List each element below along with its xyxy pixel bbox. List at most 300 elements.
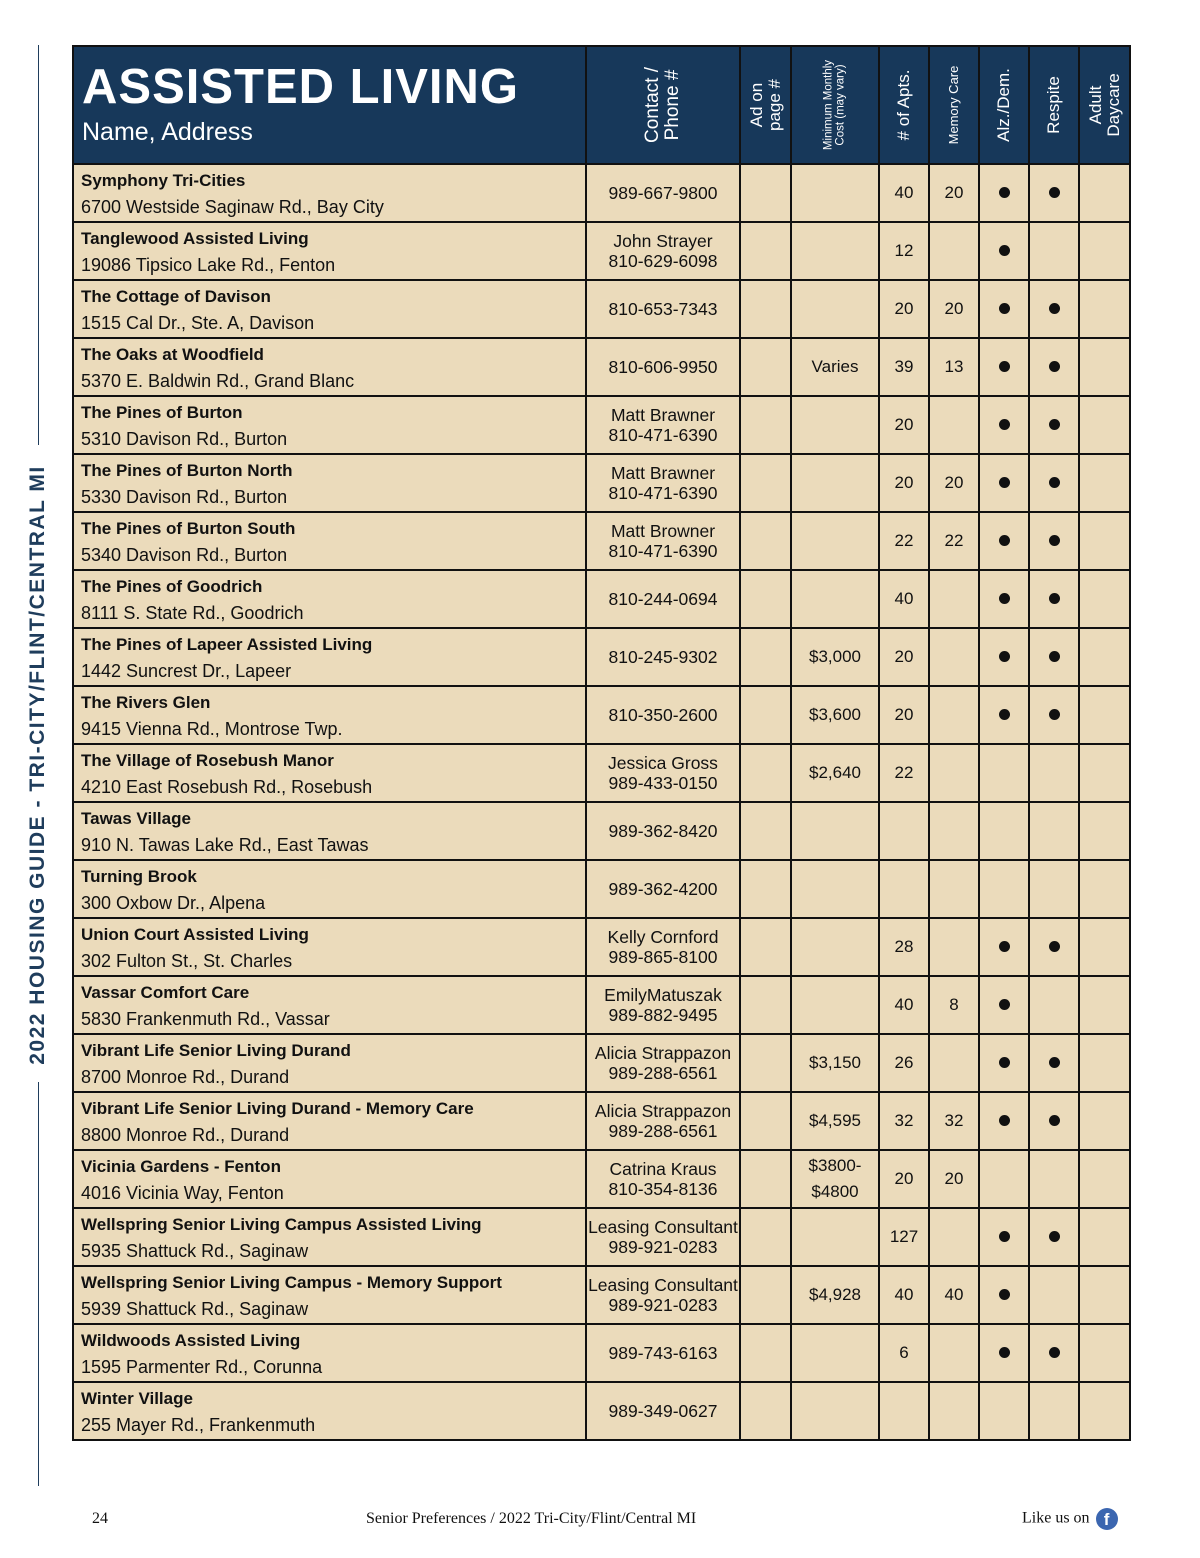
adult-daycare-cell bbox=[1079, 338, 1130, 396]
alz-dem-dot bbox=[999, 303, 1010, 314]
alz-dem-dot bbox=[999, 709, 1010, 720]
alz-dem-dot bbox=[999, 361, 1010, 372]
adult-daycare-cell bbox=[1079, 1034, 1130, 1092]
ad-page-cell bbox=[740, 1034, 791, 1092]
respite-cell bbox=[1029, 1034, 1079, 1092]
table-row bbox=[73, 1382, 1130, 1440]
adult-daycare-cell bbox=[1079, 396, 1130, 454]
respite-dot bbox=[1049, 361, 1060, 372]
contact-cell bbox=[586, 744, 740, 802]
side-rule-top bbox=[38, 45, 39, 445]
cost-cell: $4,928 bbox=[791, 1266, 879, 1324]
memory-care-cell: 20 bbox=[929, 280, 979, 338]
side-label: 2022 HOUSING GUIDE - TRI-CITY/FLINT/CENTRAL MI bbox=[26, 465, 49, 1065]
table-row bbox=[73, 802, 1130, 860]
facility-address: 19086 Tipsico Lake Rd., Fenton bbox=[81, 255, 336, 275]
facility-address: 1515 Cal Dr., Ste. A, Davison bbox=[81, 313, 315, 333]
alz-dem-cell bbox=[979, 570, 1029, 628]
memory-care-cell bbox=[929, 860, 979, 918]
facility-name: Symphony Tri-Cities bbox=[81, 171, 246, 190]
adult-daycare-cell bbox=[1079, 918, 1130, 976]
table-row bbox=[73, 1266, 1130, 1324]
respite-dot bbox=[1049, 477, 1060, 488]
contact-name: Kelly Cornford bbox=[607, 927, 719, 947]
respite-dot bbox=[1049, 419, 1060, 430]
cost-cell bbox=[791, 1208, 879, 1266]
respite-cell bbox=[1029, 860, 1079, 918]
col-contact: Contact / Phone # bbox=[586, 46, 740, 164]
adult-daycare-cell bbox=[1079, 744, 1130, 802]
col-alz-dem: Alz./Dem. bbox=[979, 46, 1029, 164]
assisted-living-table bbox=[72, 45, 1131, 1441]
alz-dem-cell bbox=[979, 512, 1029, 570]
contact-phone: 810-354-8136 bbox=[608, 1179, 718, 1199]
table-row bbox=[73, 222, 1130, 280]
ad-page-cell bbox=[740, 802, 791, 860]
cost-cell bbox=[791, 164, 879, 222]
contact-phone: 810-471-6390 bbox=[608, 425, 718, 445]
contact-name: Alicia Strappazon bbox=[594, 1043, 732, 1063]
adult-daycare-cell bbox=[1079, 164, 1130, 222]
col-min-cost: Minimum Monthly Cost (may vary) bbox=[791, 46, 879, 164]
facility-cell bbox=[73, 628, 586, 686]
facility-cell bbox=[73, 802, 586, 860]
adult-daycare-cell bbox=[1079, 1382, 1130, 1440]
facility-address: 5935 Shattuck Rd., Saginaw bbox=[81, 1241, 309, 1261]
cost-cell bbox=[791, 860, 879, 918]
footer-social-text: Like us on bbox=[1022, 1509, 1090, 1527]
memory-care-cell bbox=[929, 1208, 979, 1266]
contact-phone: 989-882-9495 bbox=[608, 1005, 718, 1025]
alz-dem-dot bbox=[999, 593, 1010, 604]
facility-name: Wellspring Senior Living Campus - Memory Support bbox=[81, 1273, 502, 1292]
contact-cell bbox=[586, 280, 740, 338]
alz-dem-cell bbox=[979, 628, 1029, 686]
facility-cell bbox=[73, 454, 586, 512]
contact-name: Jessica Gross bbox=[608, 753, 718, 773]
contact-name: Alicia Strappazon bbox=[594, 1101, 732, 1121]
alz-dem-cell bbox=[979, 1324, 1029, 1382]
contact-phone: 810-653-7343 bbox=[608, 299, 718, 319]
contact-name: Matt Brawner bbox=[610, 463, 716, 483]
facility-name: Turning Brook bbox=[81, 867, 197, 886]
facility-cell bbox=[73, 686, 586, 744]
alz-dem-dot bbox=[999, 477, 1010, 488]
facility-name: The Rivers Glen bbox=[81, 693, 211, 712]
alz-dem-cell bbox=[979, 860, 1029, 918]
facility-address: 255 Mayer Rd., Frankenmuth bbox=[81, 1415, 316, 1435]
table-row bbox=[73, 918, 1130, 976]
adult-daycare-cell bbox=[1079, 1150, 1130, 1208]
contact-cell bbox=[586, 570, 740, 628]
table-row bbox=[73, 860, 1130, 918]
cost-cell: $3,600 bbox=[791, 686, 879, 744]
memory-care-cell bbox=[929, 628, 979, 686]
col-apts: # of Apts. bbox=[879, 46, 929, 164]
contact-cell bbox=[586, 164, 740, 222]
table-row bbox=[73, 396, 1130, 454]
memory-care-cell: 20 bbox=[929, 1150, 979, 1208]
table-row bbox=[73, 628, 1130, 686]
ad-page-cell bbox=[740, 222, 791, 280]
facility-name: The Pines of Burton North bbox=[81, 461, 293, 480]
apts-cell: 39 bbox=[879, 338, 929, 396]
cost-cell bbox=[791, 454, 879, 512]
apts-cell: 20 bbox=[879, 1150, 929, 1208]
contact-cell bbox=[586, 1382, 740, 1440]
adult-daycare-cell bbox=[1079, 686, 1130, 744]
facility-cell bbox=[73, 1208, 586, 1266]
cost-cell: Varies bbox=[791, 338, 879, 396]
memory-care-cell bbox=[929, 918, 979, 976]
apts-cell: 12 bbox=[879, 222, 929, 280]
memory-care-cell bbox=[929, 396, 979, 454]
facility-name: The Pines of Lapeer Assisted Living bbox=[81, 635, 373, 654]
apts-cell: 20 bbox=[879, 628, 929, 686]
contact-phone: 989-667-9800 bbox=[608, 183, 718, 203]
contact-cell bbox=[586, 802, 740, 860]
table-row bbox=[73, 1150, 1130, 1208]
facility-name: Vassar Comfort Care bbox=[81, 983, 250, 1002]
adult-daycare-cell bbox=[1079, 222, 1130, 280]
respite-dot bbox=[1049, 941, 1060, 952]
memory-care-cell bbox=[929, 570, 979, 628]
footer-social[interactable] bbox=[1022, 1508, 1118, 1530]
facility-name: Tanglewood Assisted Living bbox=[81, 229, 309, 248]
ad-page-cell bbox=[740, 744, 791, 802]
adult-daycare-cell bbox=[1079, 454, 1130, 512]
facility-address: 302 Fulton St., St. Charles bbox=[81, 951, 293, 971]
header-row bbox=[73, 46, 1130, 164]
ad-page-cell bbox=[740, 570, 791, 628]
memory-care-cell: 32 bbox=[929, 1092, 979, 1150]
contact-phone: 989-362-8420 bbox=[608, 821, 718, 841]
cost-cell bbox=[791, 918, 879, 976]
alz-dem-cell bbox=[979, 280, 1029, 338]
ad-page-cell bbox=[740, 164, 791, 222]
adult-daycare-cell bbox=[1079, 1208, 1130, 1266]
table-row bbox=[73, 512, 1130, 570]
facility-address: 1442 Suncrest Dr., Lapeer bbox=[81, 661, 292, 681]
facility-address: 300 Oxbow Dr., Alpena bbox=[81, 893, 266, 913]
apts-cell: 22 bbox=[879, 744, 929, 802]
ad-page-cell bbox=[740, 686, 791, 744]
alz-dem-dot bbox=[999, 1231, 1010, 1242]
contact-phone: 989-288-6561 bbox=[608, 1063, 718, 1083]
table-row bbox=[73, 976, 1130, 1034]
apts-cell bbox=[879, 802, 929, 860]
facility-address: 9415 Vienna Rd., Montrose Twp. bbox=[81, 719, 343, 739]
contact-phone: 810-606-9950 bbox=[608, 357, 718, 377]
apts-cell: 20 bbox=[879, 280, 929, 338]
memory-care-cell bbox=[929, 802, 979, 860]
facility-cell bbox=[73, 1034, 586, 1092]
col-adult-daycare: Adult Daycare bbox=[1079, 46, 1130, 164]
cost-cell: $3,150 bbox=[791, 1034, 879, 1092]
alz-dem-cell bbox=[979, 1382, 1029, 1440]
facility-address: 1595 Parmenter Rd., Corunna bbox=[81, 1357, 323, 1377]
memory-care-cell: 40 bbox=[929, 1266, 979, 1324]
contact-cell bbox=[586, 976, 740, 1034]
ad-page-cell bbox=[740, 1324, 791, 1382]
alz-dem-dot bbox=[999, 1115, 1010, 1126]
contact-cell bbox=[586, 1092, 740, 1150]
col-ad-page: Ad on page # bbox=[740, 46, 791, 164]
facility-cell bbox=[73, 396, 586, 454]
respite-cell bbox=[1029, 1324, 1079, 1382]
ad-page-cell bbox=[740, 628, 791, 686]
contact-phone: 810-471-6390 bbox=[608, 483, 718, 503]
alz-dem-cell bbox=[979, 1150, 1029, 1208]
apts-cell: 40 bbox=[879, 164, 929, 222]
alz-dem-cell bbox=[979, 164, 1029, 222]
memory-care-cell bbox=[929, 222, 979, 280]
alz-dem-cell bbox=[979, 744, 1029, 802]
table-row bbox=[73, 280, 1130, 338]
respite-dot bbox=[1049, 1347, 1060, 1358]
alz-dem-cell bbox=[979, 1266, 1029, 1324]
contact-phone: 810-350-2600 bbox=[608, 705, 718, 725]
table-row bbox=[73, 338, 1130, 396]
facility-address: 5340 Davison Rd., Burton bbox=[81, 545, 288, 565]
facility-address: 5830 Frankenmuth Rd., Vassar bbox=[81, 1009, 330, 1029]
apts-cell: 26 bbox=[879, 1034, 929, 1092]
ad-page-cell bbox=[740, 1266, 791, 1324]
apts-cell: 40 bbox=[879, 1266, 929, 1324]
adult-daycare-cell bbox=[1079, 1266, 1130, 1324]
contact-phone: 989-921-0283 bbox=[608, 1237, 718, 1257]
alz-dem-cell bbox=[979, 802, 1029, 860]
contact-cell bbox=[586, 1208, 740, 1266]
contact-cell bbox=[586, 1324, 740, 1382]
respite-dot bbox=[1049, 535, 1060, 546]
ad-page-cell bbox=[740, 1382, 791, 1440]
contact-phone: 989-865-8100 bbox=[608, 947, 718, 967]
facebook-icon[interactable]: f bbox=[1096, 1508, 1118, 1530]
ad-page-cell bbox=[740, 396, 791, 454]
contact-cell bbox=[586, 860, 740, 918]
contact-phone: 989-433-0150 bbox=[608, 773, 718, 793]
contact-cell bbox=[586, 628, 740, 686]
table-row bbox=[73, 686, 1130, 744]
cost-cell: $4,595 bbox=[791, 1092, 879, 1150]
alz-dem-cell bbox=[979, 222, 1029, 280]
contact-cell bbox=[586, 512, 740, 570]
adult-daycare-cell bbox=[1079, 1324, 1130, 1382]
facility-cell bbox=[73, 570, 586, 628]
alz-dem-dot bbox=[999, 651, 1010, 662]
respite-cell bbox=[1029, 1266, 1079, 1324]
facility-cell bbox=[73, 512, 586, 570]
facility-name: The Pines of Burton South bbox=[81, 519, 296, 538]
facility-cell bbox=[73, 280, 586, 338]
side-rule-bottom bbox=[38, 1082, 39, 1486]
contact-cell bbox=[586, 222, 740, 280]
title-cell bbox=[73, 46, 586, 164]
contact-name: Leasing Consultant bbox=[588, 1275, 738, 1295]
contact-cell bbox=[586, 396, 740, 454]
adult-daycare-cell bbox=[1079, 802, 1130, 860]
facility-cell bbox=[73, 860, 586, 918]
respite-dot bbox=[1049, 1115, 1060, 1126]
alz-dem-dot bbox=[999, 535, 1010, 546]
cost-cell: $3,000 bbox=[791, 628, 879, 686]
respite-dot bbox=[1049, 303, 1060, 314]
memory-care-cell bbox=[929, 686, 979, 744]
contact-phone: 989-349-0627 bbox=[608, 1401, 718, 1421]
alz-dem-cell bbox=[979, 918, 1029, 976]
alz-dem-dot bbox=[999, 999, 1010, 1010]
respite-cell bbox=[1029, 1382, 1079, 1440]
respite-dot bbox=[1049, 1057, 1060, 1068]
facility-name: The Cottage of Davison bbox=[81, 287, 271, 306]
page-subtitle: Name, Address bbox=[82, 118, 253, 146]
alz-dem-cell bbox=[979, 976, 1029, 1034]
adult-daycare-cell bbox=[1079, 570, 1130, 628]
cost-cell bbox=[791, 802, 879, 860]
respite-cell bbox=[1029, 802, 1079, 860]
contact-phone: 810-245-9302 bbox=[608, 647, 718, 667]
apts-cell: 6 bbox=[879, 1324, 929, 1382]
respite-cell bbox=[1029, 454, 1079, 512]
apts-cell bbox=[879, 860, 929, 918]
memory-care-cell: 20 bbox=[929, 454, 979, 512]
cost-cell bbox=[791, 570, 879, 628]
ad-page-cell bbox=[740, 512, 791, 570]
facility-address: 8800 Monroe Rd., Durand bbox=[81, 1125, 290, 1145]
contact-phone: 989-743-6163 bbox=[608, 1343, 718, 1363]
respite-cell bbox=[1029, 1150, 1079, 1208]
ad-page-cell bbox=[740, 1150, 791, 1208]
facility-name: Vibrant Life Senior Living Durand bbox=[81, 1041, 351, 1060]
alz-dem-cell bbox=[979, 1034, 1029, 1092]
respite-cell bbox=[1029, 686, 1079, 744]
table-row bbox=[73, 1034, 1130, 1092]
memory-care-cell bbox=[929, 744, 979, 802]
ad-page-cell bbox=[740, 918, 791, 976]
respite-dot bbox=[1049, 593, 1060, 604]
alz-dem-cell bbox=[979, 454, 1029, 512]
facility-name: Wellspring Senior Living Campus Assisted Living bbox=[81, 1215, 482, 1234]
cost-cell bbox=[791, 976, 879, 1034]
contact-name: EmilyMatuszak bbox=[604, 985, 722, 1005]
table-row bbox=[73, 164, 1130, 222]
respite-cell bbox=[1029, 164, 1079, 222]
alz-dem-cell bbox=[979, 338, 1029, 396]
apts-cell: 22 bbox=[879, 512, 929, 570]
contact-phone: 810-244-0694 bbox=[608, 589, 718, 609]
contact-name: Matt Brawner bbox=[610, 405, 716, 425]
facility-name: The Oaks at Woodfield bbox=[81, 345, 264, 364]
cost-cell: $2,640 bbox=[791, 744, 879, 802]
contact-cell bbox=[586, 918, 740, 976]
respite-cell bbox=[1029, 1092, 1079, 1150]
respite-dot bbox=[1049, 709, 1060, 720]
facility-name: Vibrant Life Senior Living Durand - Memory Care bbox=[81, 1099, 474, 1118]
alz-dem-dot bbox=[999, 245, 1010, 256]
cost-cell bbox=[791, 280, 879, 338]
adult-daycare-cell bbox=[1079, 976, 1130, 1034]
facility-name: The Village of Rosebush Manor bbox=[81, 751, 334, 770]
adult-daycare-cell bbox=[1079, 628, 1130, 686]
facility-cell bbox=[73, 222, 586, 280]
footer-page-number: 24 bbox=[92, 1510, 108, 1527]
apts-cell: 32 bbox=[879, 1092, 929, 1150]
facility-cell bbox=[73, 1382, 586, 1440]
facility-address: 4016 Vicinia Way, Fenton bbox=[81, 1183, 284, 1203]
contact-phone: 989-362-4200 bbox=[608, 879, 718, 899]
cost-cell bbox=[791, 222, 879, 280]
col-memory-care: Memory Care bbox=[929, 46, 979, 164]
alz-dem-dot bbox=[999, 187, 1010, 198]
contact-name: Matt Browner bbox=[610, 521, 716, 541]
facility-cell bbox=[73, 1150, 586, 1208]
col-respite: Respite bbox=[1029, 46, 1079, 164]
table-row bbox=[73, 570, 1130, 628]
footer-publication: Senior Preferences / 2022 Tri-City/Flint/Central MI bbox=[366, 1510, 697, 1527]
facility-name: Wildwoods Assisted Living bbox=[81, 1331, 301, 1350]
respite-cell bbox=[1029, 918, 1079, 976]
facility-name: Tawas Village bbox=[81, 809, 191, 828]
cost-cell bbox=[791, 396, 879, 454]
ad-page-cell bbox=[740, 1092, 791, 1150]
facility-address: 8700 Monroe Rd., Durand bbox=[81, 1067, 290, 1087]
table-row bbox=[73, 454, 1130, 512]
apts-cell: 28 bbox=[879, 918, 929, 976]
facility-cell bbox=[73, 976, 586, 1034]
ad-page-cell bbox=[740, 1208, 791, 1266]
alz-dem-dot bbox=[999, 1347, 1010, 1358]
facility-address: 5330 Davison Rd., Burton bbox=[81, 487, 288, 507]
table-row bbox=[73, 744, 1130, 802]
respite-dot bbox=[1049, 651, 1060, 662]
contact-cell bbox=[586, 686, 740, 744]
ad-page-cell bbox=[740, 338, 791, 396]
apts-cell: 127 bbox=[879, 1208, 929, 1266]
facility-cell bbox=[73, 164, 586, 222]
apts-cell: 20 bbox=[879, 686, 929, 744]
facility-address: 6700 Westside Saginaw Rd., Bay City bbox=[81, 197, 384, 217]
alz-dem-cell bbox=[979, 686, 1029, 744]
facility-cell bbox=[73, 744, 586, 802]
ad-page-cell bbox=[740, 280, 791, 338]
memory-care-cell: 8 bbox=[929, 976, 979, 1034]
facility-name: Winter Village bbox=[81, 1389, 193, 1408]
facility-address: 5939 Shattuck Rd., Saginaw bbox=[81, 1299, 309, 1319]
cost-cell bbox=[791, 512, 879, 570]
contact-phone: 810-471-6390 bbox=[608, 541, 718, 561]
cost-cell: $3800- $4800 bbox=[791, 1150, 879, 1208]
contact-phone: 989-921-0283 bbox=[608, 1295, 718, 1315]
contact-cell bbox=[586, 1150, 740, 1208]
facility-address: 5310 Davison Rd., Burton bbox=[81, 429, 288, 449]
facility-cell bbox=[73, 1092, 586, 1150]
contact-cell bbox=[586, 454, 740, 512]
respite-cell bbox=[1029, 396, 1079, 454]
contact-phone: 989-288-6561 bbox=[608, 1121, 718, 1141]
respite-cell bbox=[1029, 512, 1079, 570]
facility-address: 5370 E. Baldwin Rd., Grand Blanc bbox=[81, 371, 355, 391]
respite-cell bbox=[1029, 628, 1079, 686]
ad-page-cell bbox=[740, 454, 791, 512]
respite-cell bbox=[1029, 1208, 1079, 1266]
table-row bbox=[73, 1208, 1130, 1266]
contact-name: Catrina Kraus bbox=[609, 1159, 717, 1179]
memory-care-cell: 13 bbox=[929, 338, 979, 396]
alz-dem-dot bbox=[999, 419, 1010, 430]
alz-dem-dot bbox=[999, 1057, 1010, 1068]
respite-cell bbox=[1029, 280, 1079, 338]
